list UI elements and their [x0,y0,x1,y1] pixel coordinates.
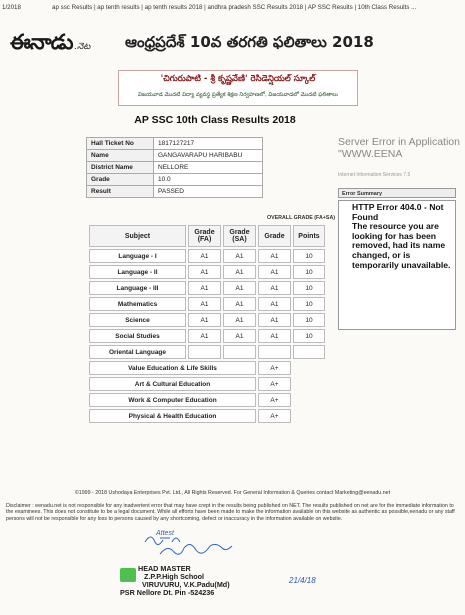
subject-cell: Mathematics [89,297,186,311]
detail-value: NELLORE [154,162,263,174]
co-curricular-grade: A+ [258,361,291,375]
server-error-title: Server Error in Application "WWW.EENA [338,136,460,160]
stamp-line: PSR Nellore Dt. Pin -524236 [120,588,215,597]
detail-value: PASSED [154,186,263,198]
points-cell: 10 [293,297,325,311]
table-row [89,361,325,375]
subject-cell: Science [89,313,186,327]
attested-note: Attest [156,530,174,537]
co-curricular-subject: Work & Computer Education [89,393,256,407]
table-row [87,150,263,162]
stamp-line: VIRUVURU, V.K.Padu(Md) [142,580,230,589]
col-grade-fa: Grade (FA) [188,225,221,247]
table-row [89,345,325,359]
overall-grade-header: OVERALL GRADE (FA+SA) [267,215,336,221]
co-curricular-grade: A+ [258,409,291,423]
stamp-line: HEAD MASTER [138,564,191,573]
table-row [89,265,325,279]
grade-sa-cell: A1 [223,249,256,263]
col-grade: Grade [258,225,291,247]
grade-fa-cell: A1 [188,249,221,263]
grade-fa-cell: A1 [188,265,221,279]
subject-cell: Social Studies [89,329,186,343]
points-cell: 10 [293,281,325,295]
points-cell: 10 [293,249,325,263]
grade-cell: A1 [258,265,291,279]
table-row [89,409,325,423]
co-curricular-subject: Value Education & Life Skills [89,361,256,375]
points-cell: 10 [293,313,325,327]
grade-cell: A1 [258,281,291,295]
col-subject: Subject [89,225,186,247]
co-curricular-grade: A+ [258,377,291,391]
copyright-text: ©1999 - 2018 Ushodaya Enterprises Pvt. Ltd., All Rights Reserved. For General Information & Queries contact Marketing@eenadu.net [74,490,391,496]
detail-label: Result [87,186,154,198]
browser-header [0,0,465,14]
col-points: Points [293,225,325,247]
disclaimer-text: Disclaimer : eenadu.net is not responsible for any inadvertent error that may have crept in the results being published on NET. The results published on net are for the immediate information to the examinees. This does not constitute to be a legal document. While all efforts have been made to make the information available on this website as authentic as possible,eenadu or any staff persons will not be responsible for any loss to persons caused by any shortcoming, defect or inaccuracy in the information available on website. [6,503,455,522]
server-error-panel [338,136,462,330]
subject-cell: Language - II [89,265,186,279]
table-row [89,313,325,327]
points-cell [293,345,325,359]
detail-label: Name [87,150,154,162]
grade-cell [258,345,291,359]
server-error-iis: Internet Information Services 7.5 [338,172,411,178]
col-grade-sa: Grade (SA) [223,225,256,247]
table-row [87,138,263,150]
error-code: HTTP Error 404.0 - Not Found [352,202,444,222]
stamp-line: Z.P.P.High School [144,572,205,581]
table-row [87,174,263,186]
grade-sa-cell: A1 [223,297,256,311]
points-cell: 10 [293,329,325,343]
detail-value: GANGAVARAPU HARIBABU [154,150,263,162]
detail-label: Hall Ticket No [87,138,154,150]
detail-value: 10.0 [154,174,263,186]
logo-text: ఈనాడు [10,30,73,54]
results-title: AP SSC 10th Class Results 2018 [134,114,296,126]
logo-suffix: .నెట [74,41,91,51]
page-headline: ఆంధ్రప్రదేశ్ 10వ తరగతి ఫలితాలు 2018 [125,33,374,51]
subject-cell: Oriental Language [89,345,186,359]
detail-label: District Name [87,162,154,174]
print-page-title: ap ssc Results | ap tenth results | ap tenth results 2018 | andhra pradesh SSC Results 2018 | AP SSC Results | 10th Class Results ... [52,4,417,11]
grade-fa-cell: A1 [188,297,221,311]
points-cell: 10 [293,265,325,279]
school-name: 'చిగురుపాటి - శ్రీ కృష్ణవేణి' రెసిడెన్షియల్ స్కూల్ [160,74,316,84]
grade-fa-cell: A1 [188,281,221,295]
grade-sa-cell: A1 [223,329,256,343]
table-header-row [89,225,325,247]
grade-fa-cell: A1 [188,329,221,343]
table-row [87,162,263,174]
grade-sa-cell [223,345,256,359]
eenadu-logo[interactable] [10,30,120,56]
table-row [89,249,325,263]
grade-fa-cell [188,345,221,359]
grade-cell: A1 [258,297,291,311]
grade-cell: A1 [258,249,291,263]
table-row [89,281,325,295]
school-advert-banner[interactable] [118,70,358,106]
grade-cell: A1 [258,313,291,327]
subject-cell: Language - III [89,281,186,295]
detail-value: 1817127217 [154,138,263,150]
table-row [89,377,325,391]
table-row [87,186,263,198]
co-curricular-subject: Art & Cultural Education [89,377,256,391]
attestation-date: 21/4/18 [289,576,316,585]
co-curricular-subject: Physical & Health Education [89,409,256,423]
table-row [89,393,325,407]
student-details-table [86,137,263,198]
school-tagline: విజయవాడ మొదటి విద్యా వ్యవస్థ ప్రత్యేక శిక్షణ నిర్వహణలో, విజయవాడలో మొదటి ఫలితాలు [137,92,339,98]
co-curricular-grade: A+ [258,393,291,407]
grade-sa-cell: A1 [223,265,256,279]
error-summary-body [338,200,456,330]
headmaster-stamp [120,565,240,597]
error-message: The resource you are looking for has been removed, had its name changed, or is temporarily unavailable. [352,221,451,270]
grade-fa-cell: A1 [188,313,221,327]
detail-label: Grade [87,174,154,186]
grade-cell: A1 [258,329,291,343]
marks-table [87,223,327,425]
table-row [89,297,325,311]
grade-sa-cell: A1 [223,281,256,295]
print-date: 1/2018 [2,4,21,11]
grade-sa-cell: A1 [223,313,256,327]
error-summary-label: Error Summary [338,188,456,198]
subject-cell: Language - I [89,249,186,263]
table-row [89,329,325,343]
